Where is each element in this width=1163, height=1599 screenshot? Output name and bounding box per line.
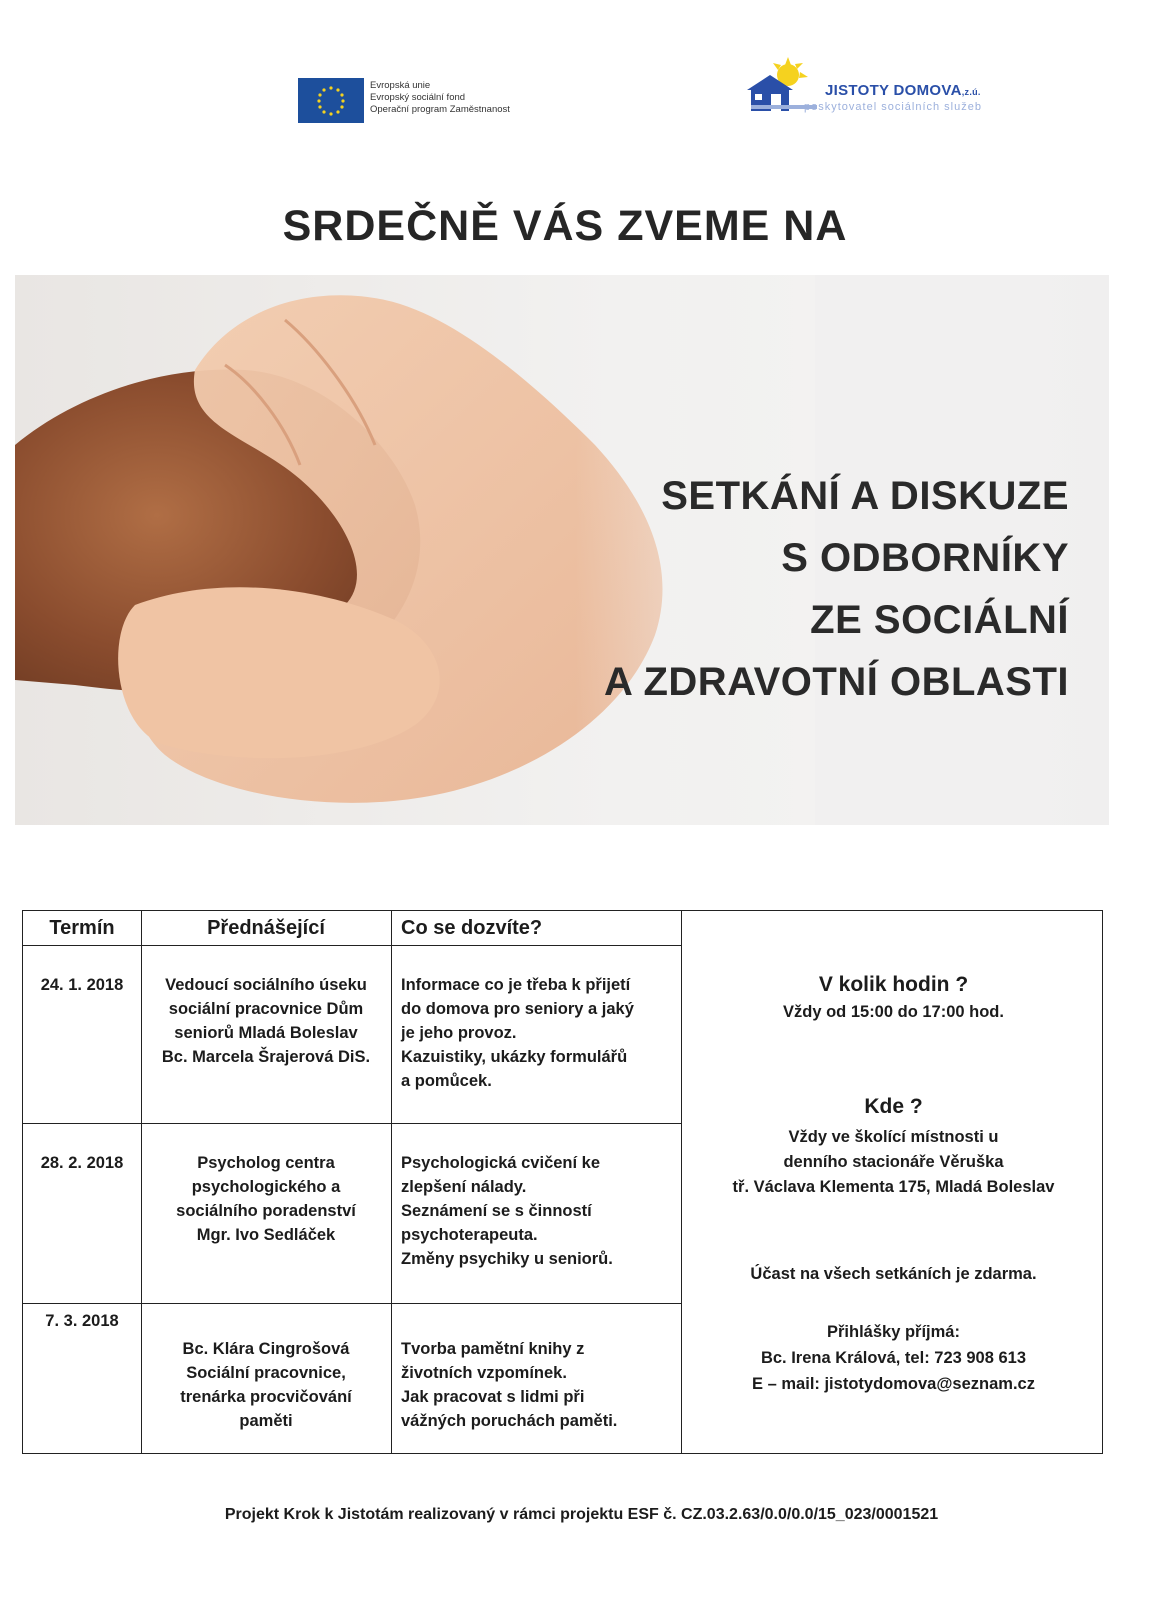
row2-speaker: Psycholog centra psychologického a sociálního poradenství Mgr. Ivo Sedláček [176,1154,356,1244]
header-topic: Co se dozvíte? [401,917,543,939]
header-date: Termín [49,917,115,939]
row3-date: 7. 3. 2018 [45,1312,119,1330]
hands-photo [15,275,1109,825]
time-text: Vždy od 15:00 do 17:00 hod. [783,1003,1004,1021]
eu-flag-logo [298,78,364,123]
place-heading: Kde ? [864,1095,923,1118]
org-name: JISTOTY DOMOVA,z.ú. [825,82,981,99]
event-title: SETKÁNÍ A DISKUZE S ODBORNÍKY ZE SOCIÁLNÍ A ZDRAVOTNÍ OBLASTI [603,474,1069,704]
row2-topic: Psychologická cvičení ke zlepšení nálady. Seznámení se s činností psychoterapeuta. Změny psychiky u seniorů. [401,1154,613,1268]
project-footer: Projekt Krok k Jistotám realizovaný v rámci projektu ESF č. CZ.03.2.63/0.0/0.0/15_023/0001521 [224,1506,939,1523]
row2-date: 28. 2. 2018 [40,1154,124,1172]
row1-topic: Informace co je třeba k přijetí do domova pro seniory a jaký je jeho provoz. Kazuistiky, ukázky formulářů a pomůcek. [401,976,634,1090]
time-heading: V kolik hodin ? [818,973,969,996]
org-tagline: poskytovatel sociálních služeb [804,101,982,113]
free-entry-text: Účast na všech setkáních je zdarma. [750,1265,1037,1283]
header-speaker: Přednášející [207,917,325,939]
registration-heading: Přihlášky příjmá: [827,1323,960,1341]
schedule-table [22,910,1103,1454]
page-title: SRDEČNĚ VÁS ZVEME NA [282,202,848,250]
eu-program-text: Evropská unie Evropský sociální fond Operační program Zaměstnanost [370,80,510,115]
contact-phone: Bc. Irena Králová, tel: 723 908 613 [760,1349,1027,1367]
eu-stars-icon [298,78,364,123]
row1-speaker: Vedoucí sociálního úseku sociální pracovnice Dům seniorů Mladá Boleslav Bc. Marcela Šrajerová DiS. [161,976,371,1066]
row3-topic: Tvorba pamětní knihy z životních vzpomínek. Jak pracovat s lidmi při vážných poruchách paměti. [401,1340,618,1430]
row3-speaker: Bc. Klára Cingrošová Sociální pracovnice, trenárka procvičování paměti [180,1340,352,1430]
contact-email: E – mail: jistotydomova@seznam.cz [752,1375,1035,1393]
place-text: Vždy ve školící místnosti u denního stacionáře Věruška tř. Václava Klementa 175, Mladá Boleslav [732,1128,1055,1196]
row1-date: 24. 1. 2018 [40,976,124,994]
